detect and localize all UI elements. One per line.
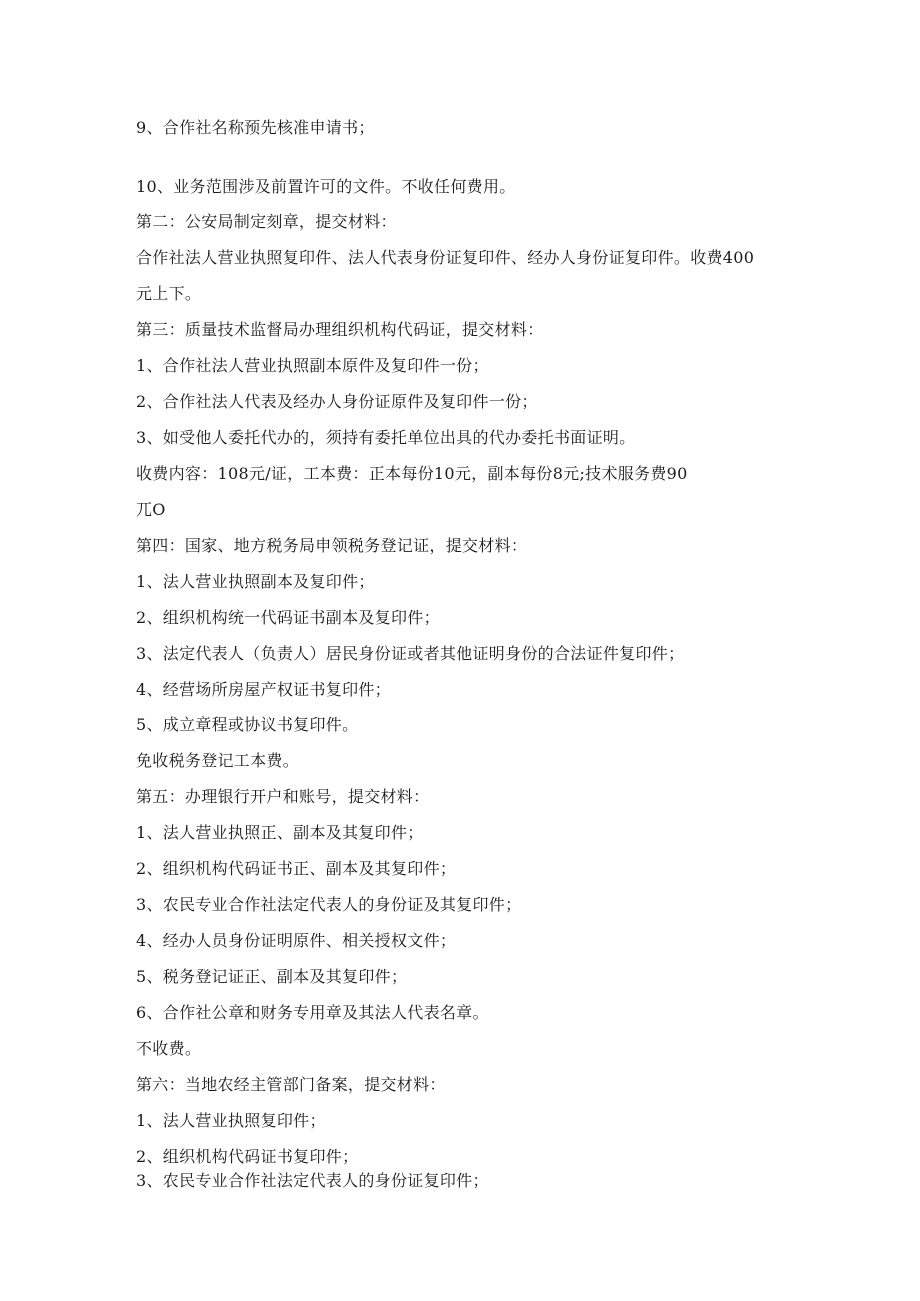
section-3-heading: 第三：质量技术监督局办理组织机构代码证，提交材料： (136, 320, 544, 339)
section-5-item-2: 2、组织机构代码证书正、副本及其复印件； (136, 859, 457, 878)
section-4-item-4: 4、经营场所房屋产权证书复印件； (136, 680, 391, 699)
section-5-item-6: 6、合作社公章和财务专用章及其法人代表名章。 (136, 1003, 489, 1022)
section-4-fee-note: 免收税务登记工本费。 (136, 751, 300, 770)
section-3-item-3: 3、如受他人委托代办的，须持有委托单位出具的代办委托书面证明。 (136, 428, 636, 447)
item-10-business-scope: 10、业务范围涉及前置许可的文件。不收任何费用。 (136, 177, 516, 196)
section-3-fees: 收费内容：108元/证，工本费：正本每份10元，副本每份8元;技术服务费90 (136, 464, 688, 483)
section-5-fee-note: 不收费。 (136, 1039, 202, 1058)
section-4-item-3: 3、法定代表人（负责人）居民身份证或者其他证明身份的合法证件复印件； (136, 644, 685, 663)
section-2-fee-tail: 元上下。 (136, 284, 202, 303)
section-2-heading: 第二：公安局制定刻章，提交材料： (136, 212, 397, 231)
section-3-item-1: 1、合作社法人营业执照副本原件及复印件一份； (136, 356, 489, 375)
section-5-item-5: 5、税务登记证正、副本及其复印件； (136, 967, 408, 986)
section-5-heading: 第五：办理银行开户和账号，提交材料： (136, 787, 430, 806)
section-4-heading: 第四：国家、地方税务局申领税务登记证，提交材料： (136, 536, 528, 555)
section-5-item-3: 3、农民专业合作社法定代表人的身份证及其复印件； (136, 895, 522, 914)
section-4-item-1: 1、法人营业执照副本及复印件； (136, 572, 375, 591)
section-5-item-1: 1、法人营业执照正、副本及其复印件； (136, 823, 424, 842)
section-6-item-1: 1、法人营业执照复印件； (136, 1111, 326, 1130)
section-4-item-5: 5、成立章程或协议书复印件。 (136, 715, 359, 734)
section-5-item-4: 4、经办人员身份证明原件、相关授权文件； (136, 931, 457, 950)
section-6-item-3: 3、农民专业合作社法定代表人的身份证复印件； (136, 1171, 489, 1190)
section-3-fees-tail: 兀O (136, 500, 166, 519)
section-6-item-2: 2、组织机构代码证书复印件； (136, 1147, 359, 1166)
section-6-heading: 第六：当地农经主管部门备案，提交材料： (136, 1075, 446, 1094)
item-9-name-precheck: 9、合作社名称预先核准申请书； (136, 118, 375, 137)
section-2-materials: 合作社法人营业执照复印件、法人代表身份证复印件、经办人身份证复印件。收费400 (136, 248, 755, 267)
section-4-item-2: 2、组织机构统一代码证书副本及复印件； (136, 608, 440, 627)
section-3-item-2: 2、合作社法人代表及经办人身份证原件及复印件一份； (136, 392, 538, 411)
